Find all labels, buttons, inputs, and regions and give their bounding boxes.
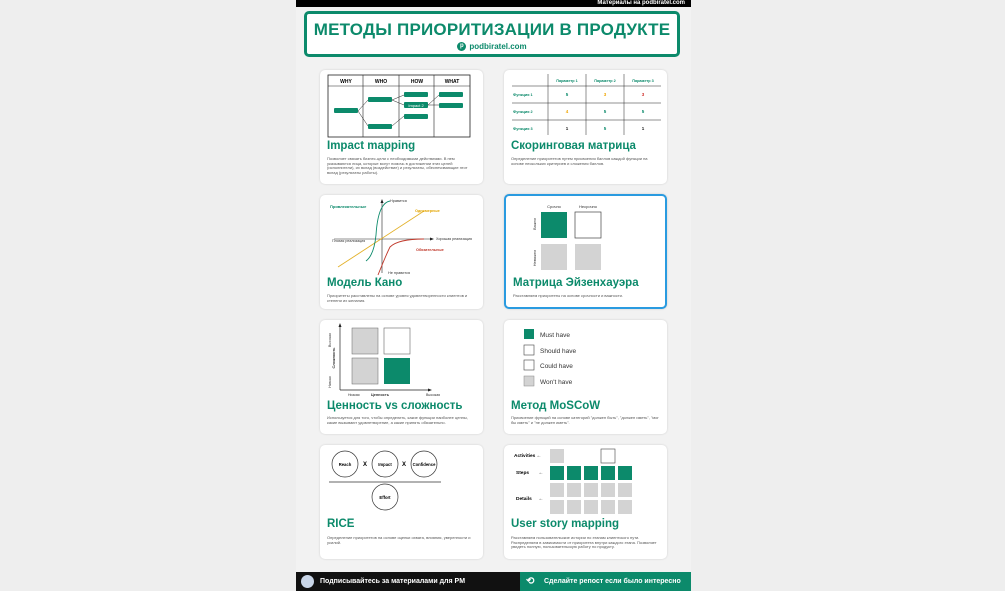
card-scoring-matrix: [504, 70, 667, 184]
rice-times-2: X: [401, 462, 407, 468]
card-user-story-mapping: [504, 445, 667, 559]
cell: 4: [565, 109, 569, 114]
repost-text: Сделайте репост если было интересно: [544, 578, 681, 585]
param-1: Параметр 1: [556, 79, 578, 83]
row-not-important: Неважно: [532, 249, 537, 267]
row-3-name: Функция 3: [513, 127, 533, 131]
card-impact-mapping: [320, 70, 483, 184]
x-high: Высокая: [426, 393, 441, 397]
cell: 5: [641, 109, 645, 114]
param-2: Параметр 2: [594, 79, 616, 83]
page-title: МЕТОДЫ ПРИОРИТИЗАЦИИ В ПРОДУКТЕ: [313, 20, 671, 39]
x-axis-label: Ценность: [370, 393, 390, 397]
usm-diagram: [504, 445, 667, 517]
card-title: User story mapping: [511, 518, 619, 530]
cell: 1: [641, 126, 645, 131]
col-who: WHO: [374, 79, 388, 85]
card-title: Метод MoSCoW: [511, 400, 601, 412]
card-description: Присвоение функций на основе категорий "должен быть", "должен иметь", "мог бы иметь" и "не должен иметь".: [511, 415, 659, 425]
cell: 5: [603, 126, 607, 131]
card-moscow: [504, 320, 667, 434]
footer-bar: [296, 572, 691, 591]
kano-must: Обязательные: [416, 248, 444, 252]
rice-effort: Effort: [379, 495, 391, 500]
cell: 5: [603, 109, 607, 114]
moscow-could: Could have: [540, 363, 573, 370]
rice-reach: Reach: [338, 462, 352, 467]
usm-details: Details: [516, 497, 532, 502]
scoring-table: [504, 70, 667, 140]
moscow-legend: [504, 320, 667, 398]
card-description: Используется для того, чтобы определить, какие функции наиболее ценны, какие вызывают удовлетворение, а какие принять обязательно.: [327, 415, 468, 425]
kano-diagram: [320, 195, 483, 277]
cell: 1: [565, 126, 569, 131]
card-eisenhower-matrix: [504, 194, 667, 309]
kano-attractive: Привлекательные: [330, 204, 367, 209]
usm-activities: Activities: [514, 454, 536, 459]
col-not-urgent: Несрочно: [579, 204, 597, 209]
logo-icon: p: [457, 42, 466, 51]
row-2-name: Функция 2: [513, 110, 533, 114]
repost-icon: ⟲: [526, 576, 535, 587]
rice-impact: Impact: [378, 462, 392, 467]
card-value-complexity: [320, 320, 483, 434]
value-complexity-diagram: [320, 320, 483, 400]
card-title: Скоринговая матрица: [511, 140, 636, 152]
card-kano-model: [320, 195, 483, 309]
kano-poor: Плохая реализация: [332, 239, 366, 243]
top-link[interactable]: Материалы на podbiratel.com: [597, 0, 685, 6]
top-bar: [296, 0, 691, 7]
avatar: [301, 575, 314, 588]
col-what: WHAT: [444, 79, 460, 85]
kano-dislikes: Не нравится: [388, 271, 411, 275]
title-box: [304, 11, 680, 57]
cell: 3: [641, 92, 645, 97]
eisenhower-diagram: [506, 196, 665, 278]
card-description: Определение приоритетов на основе оценки охвата, влияния, уверенности и усилий.: [327, 535, 471, 545]
logo[interactable]: [307, 42, 677, 51]
subscribe-text[interactable]: Подписывайтесь за материалами для PM: [320, 578, 466, 585]
cell: 5: [565, 92, 569, 97]
rice-confidence: Confidence: [412, 462, 436, 467]
card-description: Позволяет связать бизнес-цели с необходимыми действиями. В нем указываются лица, которые могут помочь в достижении этих целей (исполнители), их вклад (воздействие) и результаты, обеспечивающие этот вклад (результаты работы).: [327, 156, 468, 175]
card-title: Модель Кано: [327, 277, 403, 289]
row-important: Важно: [532, 217, 537, 231]
card-title: RICE: [327, 518, 355, 530]
moscow-should: Should have: [540, 348, 577, 355]
col-why: WHY: [340, 79, 352, 85]
card-title: Impact mapping: [327, 140, 416, 152]
col-urgent: Срочно: [547, 204, 561, 209]
repost-panel[interactable]: [520, 572, 691, 591]
card-description: Расставляем приоритеты на основе срочности и важности.: [513, 293, 624, 298]
logo-text: podbiratel.com: [469, 42, 527, 51]
card-title: Матрица Эйзенхауэра: [513, 277, 639, 289]
cell: 3: [603, 92, 607, 97]
x-low: Низкая: [348, 393, 360, 397]
y-axis-label: Сложность: [332, 347, 336, 369]
y-high: Высокая: [328, 332, 332, 348]
kano-good: Хорошая реализация: [436, 237, 472, 241]
col-how: HOW: [410, 79, 424, 85]
y-low: Низкая: [328, 376, 332, 388]
usm-steps: Steps: [516, 471, 530, 476]
kano-performance: Одномерные: [415, 209, 440, 213]
impact-map-diagram: [320, 70, 483, 140]
kano-likes: Нравится: [390, 199, 407, 203]
moscow-wont: Won't have: [540, 379, 573, 386]
rice-times-1: X: [362, 462, 368, 468]
poster: [296, 0, 691, 591]
rice-diagram: [320, 445, 483, 517]
moscow-must: Must have: [540, 332, 570, 339]
param-3: Параметр 3: [632, 79, 654, 83]
svg-text:←: ←: [538, 470, 544, 476]
card-description: Определение приоритетов путем присвоения баллов каждой функции на основе нескольких критериев и сложения баллов.: [511, 156, 648, 166]
svg-text:←: ←: [538, 496, 544, 502]
card-description: Приоритеты расставлены на основе уровня удовлетворенности клиентов и степени их желания.: [327, 293, 468, 303]
impact-2-label: Impact 2: [408, 102, 424, 108]
card-rice: [320, 445, 483, 559]
card-title: Ценность vs сложность: [327, 400, 463, 412]
svg-text:←: ←: [536, 453, 542, 459]
card-description: Расставляем пользовательские истории по этапам клиентского пути. Распределяем в зависимости от приоритета внутри каждого этапа. Позволяет увидеть полную, пользовательскую работу по продукту.: [511, 535, 657, 550]
row-1-name: Функция 1: [513, 93, 533, 97]
